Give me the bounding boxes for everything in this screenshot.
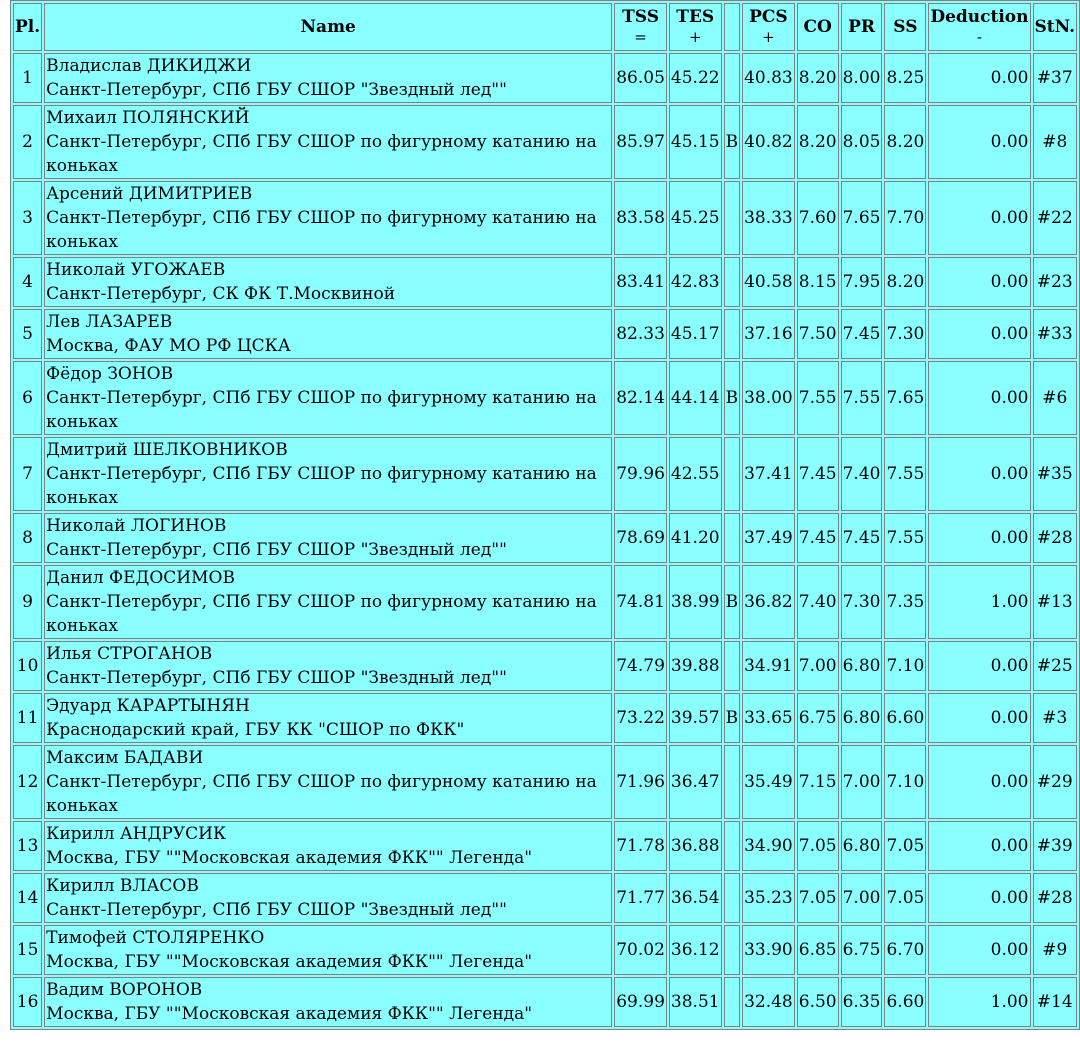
start-number-cell: #23 xyxy=(1033,257,1078,307)
place-cell: 4 xyxy=(13,257,42,307)
table-row xyxy=(13,361,1077,435)
pr-cell: 7.45 xyxy=(841,309,883,359)
tss-cell: 71.96 xyxy=(614,745,667,819)
pcs-cell: 36.82 xyxy=(742,565,795,639)
skater-name: Эдуард КАРАРТЫНЯН xyxy=(46,696,250,716)
place-cell: 3 xyxy=(13,181,42,255)
place-cell: 6 xyxy=(13,361,42,435)
skater-club: Санкт-Петербург, СПб ГБУ СШОР по фигурному катанию на коньках xyxy=(46,132,597,176)
pcs-cell: 32.48 xyxy=(742,977,795,1027)
tes-cell: 39.57 xyxy=(669,693,722,743)
flag-cell xyxy=(724,437,741,511)
table-row xyxy=(13,745,1077,819)
deduction-cell: 0.00 xyxy=(928,821,1030,871)
ss-cell: 8.25 xyxy=(884,53,926,103)
skater-club: Санкт-Петербург, СПб ГБУ СШОР по фигурному катанию на коньках xyxy=(46,592,597,636)
ss-cell: 8.20 xyxy=(884,257,926,307)
pcs-cell: 37.41 xyxy=(742,437,795,511)
skater-cell xyxy=(44,693,612,743)
tes-cell: 42.83 xyxy=(669,257,722,307)
skater-cell xyxy=(44,53,612,103)
co-cell: 8.15 xyxy=(797,257,839,307)
flag-cell: B xyxy=(724,693,741,743)
skater-club: Краснодарский край, ГБУ КК "СШОР по ФКК" xyxy=(46,720,465,740)
skater-name: Вадим ВОРОНОВ xyxy=(46,980,203,1000)
flag-cell xyxy=(724,257,741,307)
pr-cell: 7.30 xyxy=(841,565,883,639)
col-header-pl: Pl. xyxy=(13,3,42,51)
pr-cell: 7.40 xyxy=(841,437,883,511)
table-row xyxy=(13,53,1077,103)
tes-cell: 45.22 xyxy=(669,53,722,103)
co-cell: 6.75 xyxy=(797,693,839,743)
table-row xyxy=(13,437,1077,511)
skater-cell xyxy=(44,257,612,307)
tes-cell: 41.20 xyxy=(669,513,722,563)
skater-name: Кирилл ВЛАСОВ xyxy=(46,876,199,896)
deduction-cell: 0.00 xyxy=(928,513,1030,563)
tss-cell: 70.02 xyxy=(614,925,667,975)
flag-cell: B xyxy=(724,361,741,435)
deduction-cell: 1.00 xyxy=(928,977,1030,1027)
pcs-cell: 38.33 xyxy=(742,181,795,255)
co-cell: 6.85 xyxy=(797,925,839,975)
place-cell: 5 xyxy=(13,309,42,359)
skater-name: Михаил ПОЛЯНСКИЙ xyxy=(46,108,250,128)
flag-cell xyxy=(724,53,741,103)
deduction-cell: 0.00 xyxy=(928,437,1030,511)
pr-cell: 7.65 xyxy=(841,181,883,255)
pr-cell: 6.80 xyxy=(841,821,883,871)
pcs-cell: 33.90 xyxy=(742,925,795,975)
place-cell: 11 xyxy=(13,693,42,743)
skater-name: Владислав ДИКИДЖИ xyxy=(46,56,252,76)
tes-cell: 45.17 xyxy=(669,309,722,359)
flag-cell xyxy=(724,309,741,359)
flag-cell xyxy=(724,181,741,255)
flag-cell: B xyxy=(724,105,741,179)
skater-cell xyxy=(44,565,612,639)
flag-cell xyxy=(724,821,741,871)
start-number-cell: #29 xyxy=(1033,745,1078,819)
tes-cell: 42.55 xyxy=(669,437,722,511)
ss-cell: 7.30 xyxy=(884,309,926,359)
co-cell: 7.45 xyxy=(797,513,839,563)
table-row xyxy=(13,105,1077,179)
table-row xyxy=(13,513,1077,563)
skater-club: Санкт-Петербург, СПб ГБУ СШОР "Звездный лед"" xyxy=(46,900,507,920)
co-cell: 8.20 xyxy=(797,53,839,103)
skater-club: Санкт-Петербург, СПб ГБУ СШОР по фигурному катанию на коньках xyxy=(46,388,597,432)
skater-name: Максим БАДАВИ xyxy=(46,748,204,768)
tss-cell: 82.33 xyxy=(614,309,667,359)
header-row xyxy=(13,3,1077,51)
flag-cell xyxy=(724,873,741,923)
skater-name: Николай УГОЖАЕВ xyxy=(46,260,226,280)
co-cell: 7.00 xyxy=(797,641,839,691)
pcs-cell: 40.82 xyxy=(742,105,795,179)
results-table xyxy=(10,0,1080,1030)
skater-name: Илья СТРОГАНОВ xyxy=(46,644,213,664)
co-cell: 7.40 xyxy=(797,565,839,639)
place-cell: 14 xyxy=(13,873,42,923)
skater-cell xyxy=(44,105,612,179)
tes-cell: 39.88 xyxy=(669,641,722,691)
skater-cell xyxy=(44,745,612,819)
ss-cell: 7.05 xyxy=(884,873,926,923)
deduction-cell: 0.00 xyxy=(928,693,1030,743)
start-number-cell: #39 xyxy=(1033,821,1078,871)
co-cell: 7.45 xyxy=(797,437,839,511)
deduction-cell: 1.00 xyxy=(928,565,1030,639)
tes-cell: 38.51 xyxy=(669,977,722,1027)
tss-cell: 71.77 xyxy=(614,873,667,923)
skater-club: Москва, ГБУ ""Московская академия ФКК"" Легенда" xyxy=(46,1004,533,1024)
deduction-cell: 0.00 xyxy=(928,745,1030,819)
table-row xyxy=(13,565,1077,639)
start-number-cell: #28 xyxy=(1033,513,1078,563)
start-number-cell: #13 xyxy=(1033,565,1078,639)
tes-cell: 45.25 xyxy=(669,181,722,255)
ss-cell: 7.55 xyxy=(884,437,926,511)
pcs-cell: 33.65 xyxy=(742,693,795,743)
pr-cell: 6.80 xyxy=(841,641,883,691)
pcs-cell: 34.91 xyxy=(742,641,795,691)
col-header-tes: TES + xyxy=(669,3,722,51)
ss-cell: 7.05 xyxy=(884,821,926,871)
pr-cell: 6.35 xyxy=(841,977,883,1027)
tss-cell: 82.14 xyxy=(614,361,667,435)
col-header-deduction: Deduction - xyxy=(928,3,1030,51)
start-number-cell: #3 xyxy=(1033,693,1078,743)
skater-name: Дмитрий ШЕЛКОВНИКОВ xyxy=(46,440,288,460)
flag-cell xyxy=(724,513,741,563)
tss-cell: 74.81 xyxy=(614,565,667,639)
flag-cell xyxy=(724,977,741,1027)
flag-cell: B xyxy=(724,565,741,639)
tss-cell: 73.22 xyxy=(614,693,667,743)
co-cell: 7.15 xyxy=(797,745,839,819)
flag-cell xyxy=(724,641,741,691)
ss-cell: 6.60 xyxy=(884,693,926,743)
col-header-pcs: PCS + xyxy=(742,3,795,51)
ss-cell: 7.65 xyxy=(884,361,926,435)
skater-name: Фёдор ЗОНОВ xyxy=(46,364,174,384)
skater-cell xyxy=(44,925,612,975)
table-row xyxy=(13,873,1077,923)
ss-cell: 7.35 xyxy=(884,565,926,639)
start-number-cell: #6 xyxy=(1033,361,1078,435)
ss-cell: 6.70 xyxy=(884,925,926,975)
table-row xyxy=(13,309,1077,359)
flag-cell xyxy=(724,925,741,975)
skater-name: Арсений ДИМИТРИЕВ xyxy=(46,184,253,204)
deduction-cell: 0.00 xyxy=(928,309,1030,359)
place-cell: 13 xyxy=(13,821,42,871)
col-header-name: Name xyxy=(44,3,612,51)
ss-cell: 7.10 xyxy=(884,641,926,691)
skater-cell xyxy=(44,821,612,871)
table-row xyxy=(13,925,1077,975)
pr-cell: 8.05 xyxy=(841,105,883,179)
co-cell: 7.60 xyxy=(797,181,839,255)
skater-name: Николай ЛОГИНОВ xyxy=(46,516,227,536)
pcs-cell: 35.23 xyxy=(742,873,795,923)
skater-club: Санкт-Петербург, СПб ГБУ СШОР "Звездный лед"" xyxy=(46,80,507,100)
tes-cell: 36.88 xyxy=(669,821,722,871)
start-number-cell: #25 xyxy=(1033,641,1078,691)
skater-name: Лев ЛАЗАРЕВ xyxy=(46,312,173,332)
skater-club: Санкт-Петербург, СПб ГБУ СШОР "Звездный лед"" xyxy=(46,540,507,560)
skater-cell xyxy=(44,437,612,511)
deduction-cell: 0.00 xyxy=(928,105,1030,179)
start-number-cell: #22 xyxy=(1033,181,1078,255)
skater-cell xyxy=(44,361,612,435)
table-row xyxy=(13,821,1077,871)
table-row xyxy=(13,181,1077,255)
tss-cell: 83.58 xyxy=(614,181,667,255)
skater-cell xyxy=(44,513,612,563)
deduction-cell: 0.00 xyxy=(928,53,1030,103)
deduction-cell: 0.00 xyxy=(928,257,1030,307)
tes-cell: 36.47 xyxy=(669,745,722,819)
start-number-cell: #33 xyxy=(1033,309,1078,359)
start-number-cell: #9 xyxy=(1033,925,1078,975)
skater-cell xyxy=(44,977,612,1027)
table-row xyxy=(13,641,1077,691)
pcs-cell: 37.49 xyxy=(742,513,795,563)
skater-club: Санкт-Петербург, СПб ГБУ СШОР "Звездный лед"" xyxy=(46,668,507,688)
skater-club: Москва, ГБУ ""Московская академия ФКК"" Легенда" xyxy=(46,848,533,868)
co-cell: 6.50 xyxy=(797,977,839,1027)
skater-club: Москва, ГБУ ""Московская академия ФКК"" Легенда" xyxy=(46,952,533,972)
pr-cell: 6.75 xyxy=(841,925,883,975)
skater-club: Санкт-Петербург, СК ФК Т.Москвиной xyxy=(46,284,396,304)
start-number-cell: #28 xyxy=(1033,873,1078,923)
deduction-cell: 0.00 xyxy=(928,361,1030,435)
pcs-cell: 34.90 xyxy=(742,821,795,871)
col-header-co: CO xyxy=(797,3,839,51)
table-row xyxy=(13,977,1077,1027)
skater-name: Данил ФЕДОСИМОВ xyxy=(46,568,235,588)
skater-cell xyxy=(44,873,612,923)
pr-cell: 7.00 xyxy=(841,873,883,923)
deduction-cell: 0.00 xyxy=(928,641,1030,691)
table-row xyxy=(13,257,1077,307)
tss-cell: 74.79 xyxy=(614,641,667,691)
ss-cell: 7.55 xyxy=(884,513,926,563)
pcs-cell: 38.00 xyxy=(742,361,795,435)
co-cell: 7.55 xyxy=(797,361,839,435)
ss-cell: 7.70 xyxy=(884,181,926,255)
table-row xyxy=(13,693,1077,743)
place-cell: 9 xyxy=(13,565,42,639)
pcs-cell: 35.49 xyxy=(742,745,795,819)
start-number-cell: #35 xyxy=(1033,437,1078,511)
co-cell: 7.05 xyxy=(797,873,839,923)
tss-cell: 78.69 xyxy=(614,513,667,563)
start-number-cell: #37 xyxy=(1033,53,1078,103)
co-cell: 8.20 xyxy=(797,105,839,179)
place-cell: 1 xyxy=(13,53,42,103)
place-cell: 8 xyxy=(13,513,42,563)
place-cell: 2 xyxy=(13,105,42,179)
pr-cell: 6.80 xyxy=(841,693,883,743)
tss-cell: 71.78 xyxy=(614,821,667,871)
skater-cell xyxy=(44,181,612,255)
place-cell: 7 xyxy=(13,437,42,511)
skater-club: Москва, ФАУ МО РФ ЦСКА xyxy=(46,336,291,356)
pr-cell: 7.55 xyxy=(841,361,883,435)
tes-cell: 36.54 xyxy=(669,873,722,923)
tes-cell: 36.12 xyxy=(669,925,722,975)
pr-cell: 7.95 xyxy=(841,257,883,307)
ss-cell: 8.20 xyxy=(884,105,926,179)
ss-cell: 7.10 xyxy=(884,745,926,819)
col-header-ss: SS xyxy=(884,3,926,51)
co-cell: 7.05 xyxy=(797,821,839,871)
tes-cell: 44.14 xyxy=(669,361,722,435)
tss-cell: 86.05 xyxy=(614,53,667,103)
place-cell: 10 xyxy=(13,641,42,691)
col-header-stn: StN. xyxy=(1033,3,1078,51)
place-cell: 15 xyxy=(13,925,42,975)
place-cell: 16 xyxy=(13,977,42,1027)
skater-club: Санкт-Петербург, СПб ГБУ СШОР по фигурному катанию на коньках xyxy=(46,208,597,252)
skater-cell xyxy=(44,309,612,359)
deduction-cell: 0.00 xyxy=(928,925,1030,975)
place-cell: 12 xyxy=(13,745,42,819)
tes-cell: 38.99 xyxy=(669,565,722,639)
ss-cell: 6.60 xyxy=(884,977,926,1027)
pr-cell: 7.00 xyxy=(841,745,883,819)
pr-cell: 7.45 xyxy=(841,513,883,563)
pcs-cell: 40.58 xyxy=(742,257,795,307)
start-number-cell: #8 xyxy=(1033,105,1078,179)
col-header-tss: TSS = xyxy=(614,3,667,51)
skater-cell xyxy=(44,641,612,691)
results-body xyxy=(13,53,1077,1027)
col-header-pr: PR xyxy=(841,3,883,51)
pr-cell: 8.00 xyxy=(841,53,883,103)
flag-cell xyxy=(724,745,741,819)
tss-cell: 69.99 xyxy=(614,977,667,1027)
start-number-cell: #14 xyxy=(1033,977,1078,1027)
deduction-cell: 0.00 xyxy=(928,181,1030,255)
col-header-flag xyxy=(724,3,741,51)
skater-name: Тимофей СТОЛЯРЕНКО xyxy=(46,928,265,948)
tss-cell: 79.96 xyxy=(614,437,667,511)
tss-cell: 85.97 xyxy=(614,105,667,179)
tes-cell: 45.15 xyxy=(669,105,722,179)
pcs-cell: 37.16 xyxy=(742,309,795,359)
pcs-cell: 40.83 xyxy=(742,53,795,103)
deduction-cell: 0.00 xyxy=(928,873,1030,923)
co-cell: 7.50 xyxy=(797,309,839,359)
skater-club: Санкт-Петербург, СПб ГБУ СШОР по фигурному катанию на коньках xyxy=(46,772,597,816)
skater-name: Кирилл АНДРУСИК xyxy=(46,824,227,844)
tss-cell: 83.41 xyxy=(614,257,667,307)
skater-club: Санкт-Петербург, СПб ГБУ СШОР по фигурному катанию на коньках xyxy=(46,464,597,508)
